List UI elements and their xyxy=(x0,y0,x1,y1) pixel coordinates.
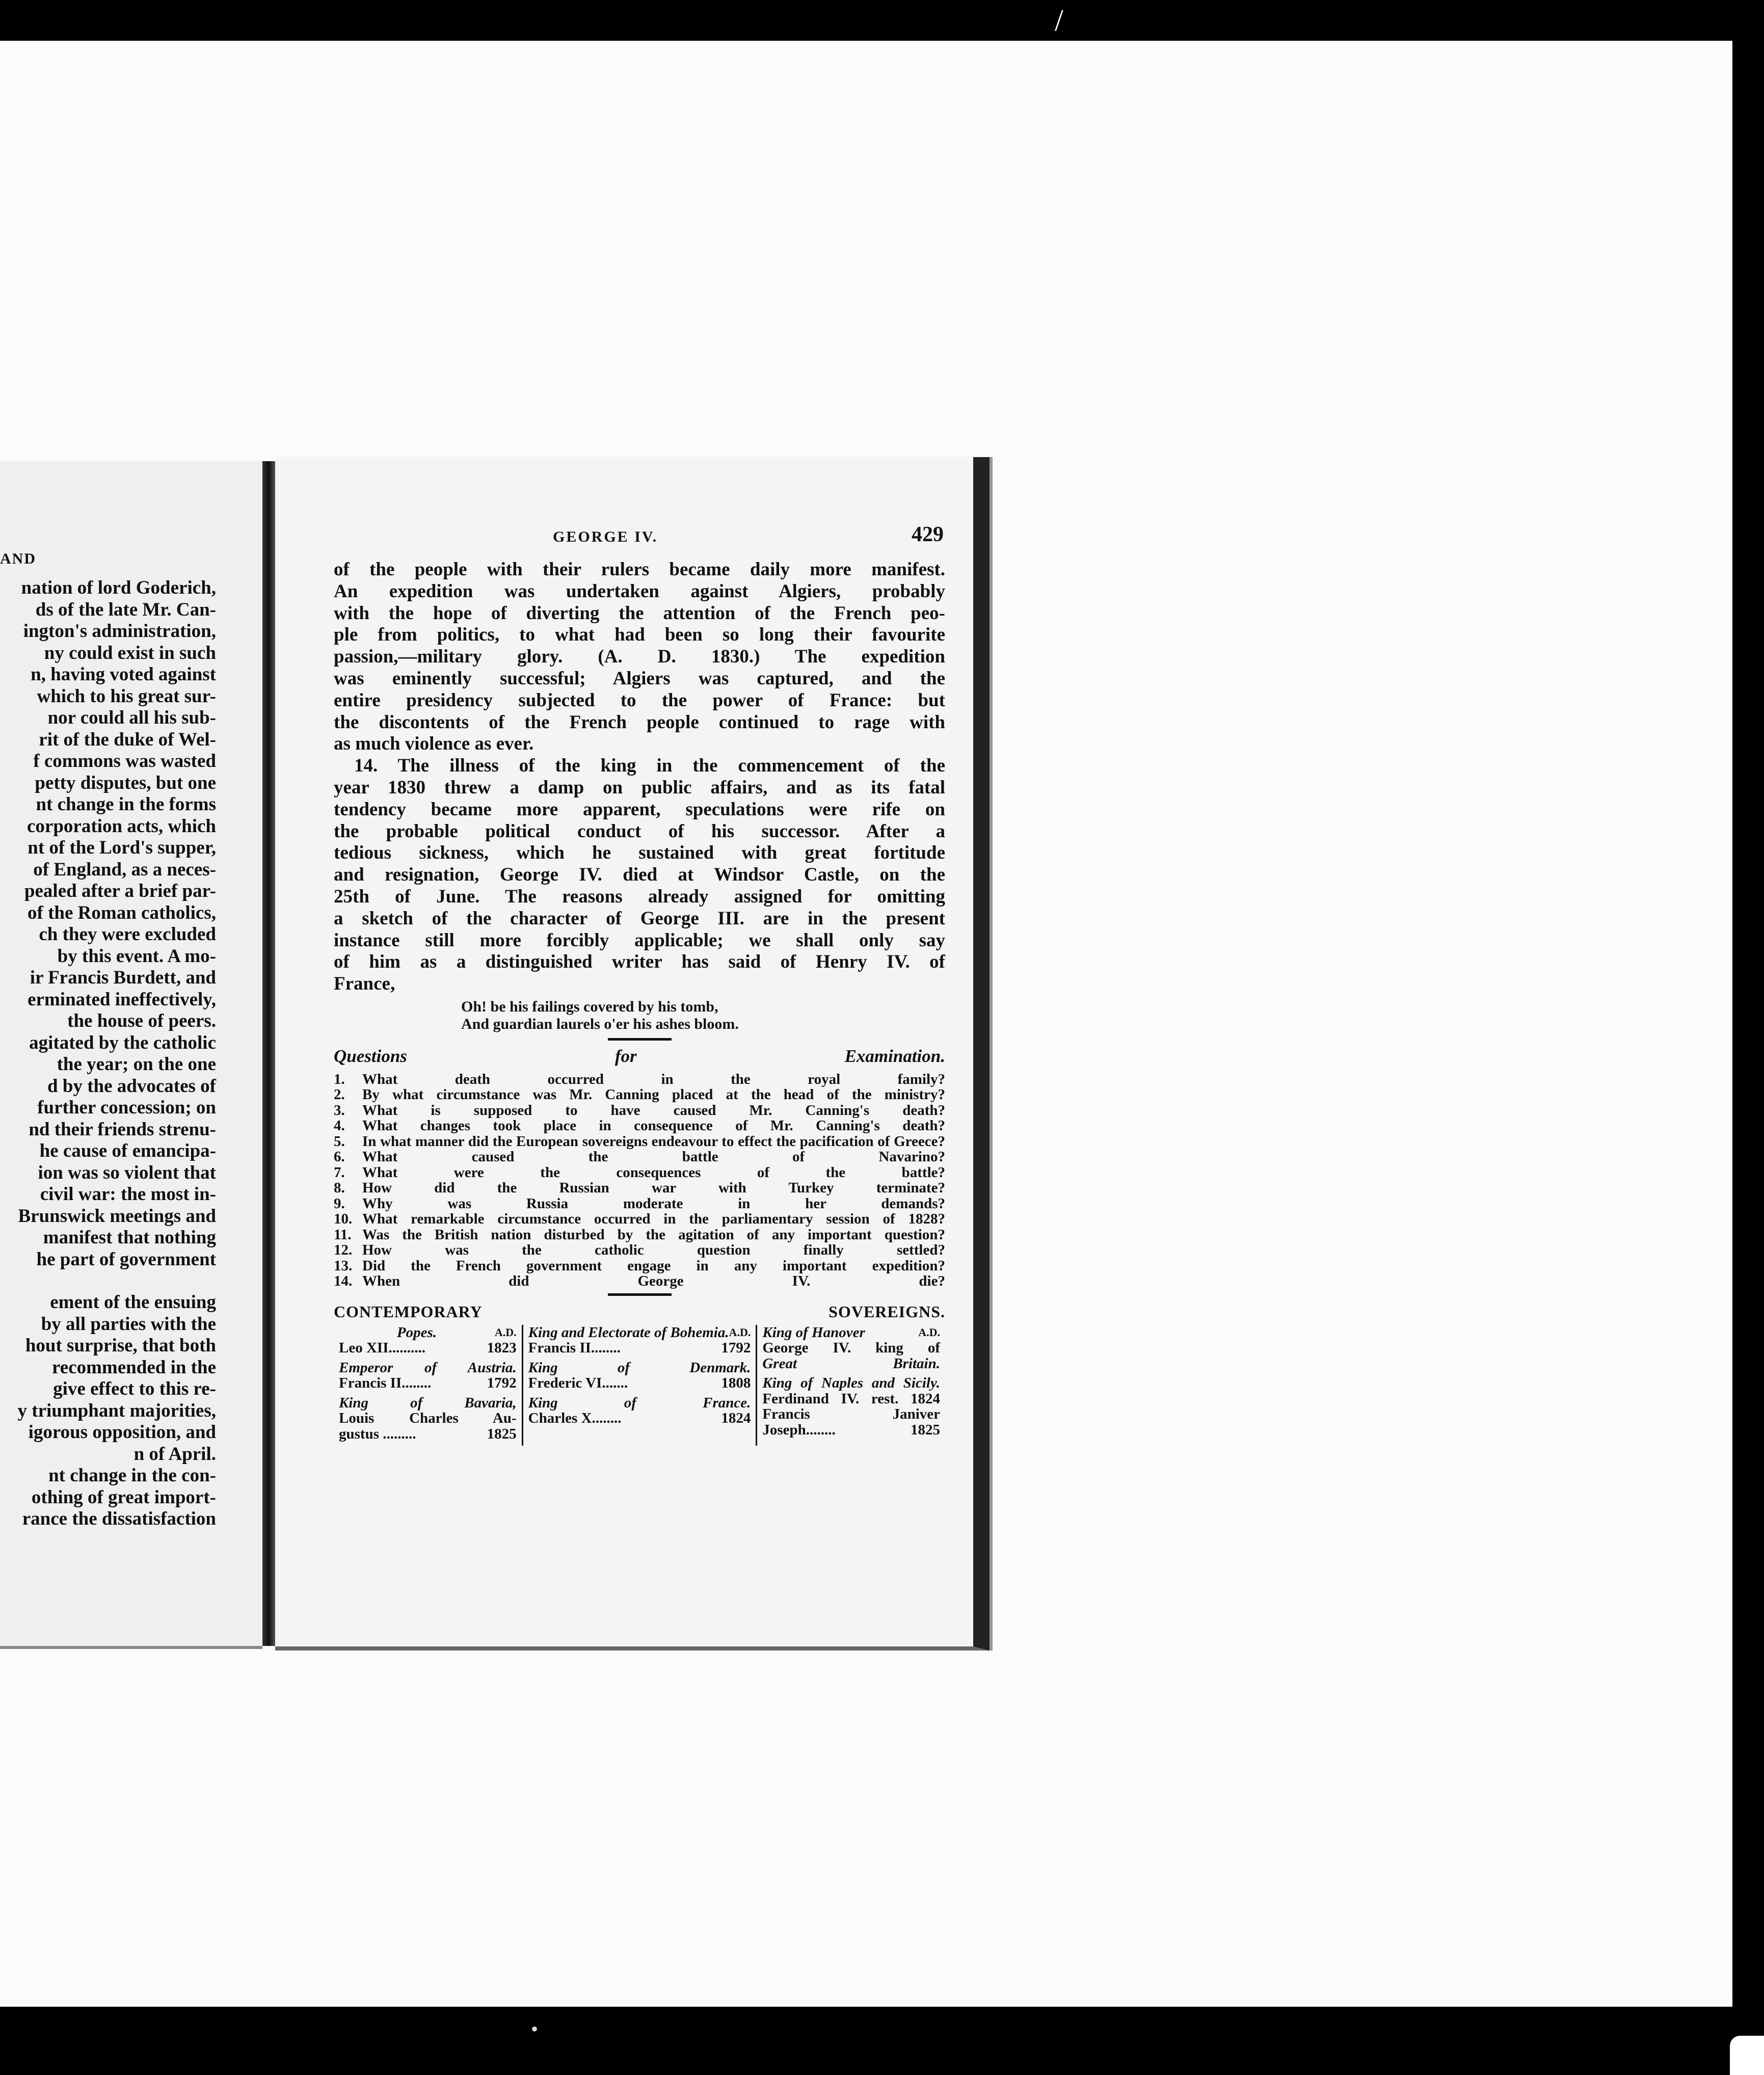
text-line: ir Francis Burdett, and xyxy=(30,967,216,988)
question-number: 9. xyxy=(334,1195,345,1212)
text-line: give effect to this re- xyxy=(53,1378,216,1399)
text-line: f commons was wasted xyxy=(33,751,216,772)
sovereigns-column xyxy=(334,1325,522,1446)
text-line: year 1830 threw a damp on public affairs, and as its fatal xyxy=(334,777,945,798)
sovereign-title: King of France. xyxy=(528,1394,751,1411)
sovereigns-heading: CONTEMPORARY SOVEREIGNS. xyxy=(334,1302,945,1321)
question-number: 5. xyxy=(334,1133,345,1150)
text-line: of the people with their rulers became daily more manifest. xyxy=(334,559,945,580)
sovereign-title: King of Hanover xyxy=(762,1324,865,1341)
sovereign-title: Great Britain. xyxy=(762,1355,940,1372)
sovereign-name: gustus ......... xyxy=(339,1425,416,1442)
text-line: ement of the ensuing xyxy=(50,1292,216,1313)
book-spine xyxy=(262,461,275,1646)
question-item xyxy=(334,1134,945,1150)
text-line: further concession; on xyxy=(37,1097,216,1118)
question-item xyxy=(334,1273,945,1289)
question-number: 3. xyxy=(334,1102,345,1119)
verse-line: Oh! be his failings covered by his tomb, xyxy=(461,998,718,1015)
right-page xyxy=(275,457,990,1651)
text-line: ds of the late Mr. Can- xyxy=(35,599,216,620)
text-line: passion,—military glory. (A. D. 1830.) The expedition xyxy=(334,646,945,668)
sovereign-year: 1808 xyxy=(721,1375,751,1392)
text-line xyxy=(0,1270,216,1292)
sovereign-title: King of Denmark. xyxy=(528,1359,751,1376)
sovereign-name: Francis Janiver xyxy=(762,1406,940,1423)
question-number: 10. xyxy=(334,1211,353,1228)
text-line: rance the dissatisfaction xyxy=(22,1508,216,1529)
text-line: nation of lord Goderich, xyxy=(21,577,216,598)
left-running-head: AND xyxy=(0,550,36,567)
ad-label: A.D. xyxy=(494,1325,517,1339)
question-item xyxy=(334,1165,945,1181)
ad-label: A.D. xyxy=(729,1325,751,1339)
text-line: rit of the duke of Wel- xyxy=(39,729,216,750)
left-page-text xyxy=(0,577,216,1530)
sovereign-year: 1824 xyxy=(721,1410,751,1427)
sovereign-year: 1825 xyxy=(487,1425,517,1442)
text-line: nor could all his sub- xyxy=(47,707,216,728)
question-text: In what manner did the European sovereigns endeavour to effect the pacification of Greece? xyxy=(362,1133,945,1150)
text-line: the discontents of the French people continued to rage with xyxy=(334,711,945,733)
page-number: 429 xyxy=(912,523,944,546)
text-line: erminated ineffectively, xyxy=(28,989,216,1010)
text-line: 14. The illness of the king in the commencement of the xyxy=(354,755,945,777)
text-line: othing of great import- xyxy=(31,1486,216,1508)
text-line: Brunswick meetings and xyxy=(18,1205,216,1227)
text-line: the house of peers. xyxy=(67,1010,216,1031)
question-item xyxy=(334,1072,945,1087)
left-page xyxy=(0,461,262,1649)
text-line: pealed after a brief par- xyxy=(24,881,216,901)
section-divider xyxy=(608,1293,672,1296)
sovereign-name: Ferdinand IV. rest. 1824 xyxy=(762,1390,940,1407)
verse-line: And guardian laurels o'er his ashes bloom. xyxy=(461,1015,739,1032)
text-line: entire presidency subjected to the power of France: but xyxy=(334,689,945,711)
question-text: What changes took place in consequence of Mr. Canning's death? xyxy=(362,1118,945,1134)
sovereign-name: Frederic VI....... xyxy=(528,1375,628,1392)
text-line: nt change in the con- xyxy=(48,1465,216,1486)
body-text xyxy=(334,559,945,1446)
film-frame-right xyxy=(1732,0,1764,2075)
text-line: of him as a distinguished writer has said of Henry IV. of xyxy=(334,951,945,973)
verse-quote xyxy=(461,998,945,1033)
sovereign-name: Joseph........ xyxy=(762,1421,836,1438)
question-text: By what circumstance was Mr. Canning placed at the head of the ministry? xyxy=(362,1086,945,1103)
question-text: What is supposed to have caused Mr. Canning's death? xyxy=(362,1102,945,1119)
question-number: 4. xyxy=(334,1118,345,1134)
question-number: 1. xyxy=(334,1071,345,1087)
sovereign-name: Francis II........ xyxy=(339,1375,432,1392)
text-line: he cause of emancipa- xyxy=(39,1140,216,1161)
film-mark: / xyxy=(1055,4,1063,37)
text-line: 25th of June. The reasons already assigned for omitting xyxy=(334,886,945,907)
text-line: manifest that nothing xyxy=(43,1227,216,1248)
text-line: igorous opposition, and xyxy=(28,1422,216,1443)
text-line: petty disputes, but one xyxy=(35,772,216,793)
ad-label: A.D. xyxy=(918,1325,940,1339)
question-item xyxy=(334,1242,945,1258)
film-frame-bottom xyxy=(0,2007,1764,2075)
question-text: What death occurred in the royal family? xyxy=(362,1071,945,1087)
text-line: a sketch of the character of George III. are in the present xyxy=(334,908,945,929)
sovereign-title: King and Electorate of Bohemia. xyxy=(528,1324,729,1341)
sovereigns-column xyxy=(522,1325,756,1446)
page-header xyxy=(336,522,944,548)
sovereign-title: King of Naples and Sicily. xyxy=(762,1375,940,1392)
question-text: What were the consequences of the battle? xyxy=(362,1164,945,1181)
question-text: When did George IV. die? xyxy=(362,1273,945,1290)
text-line: ple from politics, to what had been so long their favourite xyxy=(334,624,945,646)
text-line: by all parties with the xyxy=(41,1313,216,1335)
question-number: 8. xyxy=(334,1180,345,1196)
body-paragraphs xyxy=(334,559,945,995)
text-line: he part of government xyxy=(36,1248,216,1270)
text-line: recommended in the xyxy=(52,1356,216,1378)
text-line: ny could exist in such xyxy=(44,642,216,663)
text-line: of England, as a neces- xyxy=(33,859,216,880)
film-frame-top xyxy=(0,0,1764,41)
text-line: corporation acts, which xyxy=(27,815,216,837)
question-number: 13. xyxy=(334,1257,353,1274)
text-line: ch they were excluded xyxy=(39,924,216,945)
text-line: civil war: the most in- xyxy=(40,1184,216,1205)
question-item xyxy=(334,1118,945,1134)
sovereign-year: 1792 xyxy=(487,1375,517,1392)
text-line: ington's administration, xyxy=(23,621,216,642)
question-item xyxy=(334,1149,945,1165)
question-number: 14. xyxy=(334,1273,353,1290)
question-item xyxy=(334,1258,945,1274)
question-number: 6. xyxy=(334,1149,345,1165)
question-number: 2. xyxy=(334,1086,345,1103)
text-line: n of April. xyxy=(133,1443,216,1465)
sovereign-name: Francis II........ xyxy=(528,1340,621,1356)
section-divider xyxy=(608,1038,672,1041)
sovereign-year: 1792 xyxy=(721,1340,751,1356)
question-text: Did the French government engage in any important expedition? xyxy=(362,1257,945,1274)
text-line: nd their friends strenu- xyxy=(29,1119,216,1140)
text-line: and resignation, George IV. died at Windsor Castle, on the xyxy=(334,864,945,886)
question-item xyxy=(334,1180,945,1196)
question-text: What remarkable circumstance occurred in the parliamentary session of 1828? xyxy=(362,1211,945,1228)
question-text: How was the catholic question finally settled? xyxy=(362,1242,945,1259)
film-mark: • xyxy=(531,2017,539,2040)
text-line: ion was so violent that xyxy=(38,1162,216,1183)
text-line: hout surprise, that both xyxy=(25,1335,216,1356)
text-line: n, having voted against xyxy=(31,664,216,685)
text-line: as much violence as ever. xyxy=(334,733,534,755)
sovereigns-column xyxy=(756,1325,945,1446)
text-line: instance still more forcibly applicable; we shall only say xyxy=(334,929,945,951)
text-line: nt of the Lord's supper, xyxy=(28,837,216,858)
text-line: with the hope of diverting the attention of the French peo- xyxy=(334,602,945,624)
question-item xyxy=(334,1211,945,1227)
text-line: tendency became more apparent, speculations were rife on xyxy=(334,799,945,820)
questions-heading: Questions for Examination. xyxy=(334,1046,945,1066)
question-item xyxy=(334,1103,945,1119)
question-number: 11. xyxy=(334,1226,352,1243)
text-line: France, xyxy=(334,973,395,995)
question-text: Why was Russia moderate in her demands? xyxy=(362,1195,945,1212)
question-item xyxy=(334,1087,945,1103)
text-line: d by the advocates of xyxy=(47,1075,216,1097)
sovereign-name: Charles X........ xyxy=(528,1410,622,1427)
sovereign-name: Leo XII.......... xyxy=(339,1340,425,1356)
text-line: An expedition was undertaken against Algiers, probably xyxy=(334,580,945,602)
sovereign-title: Emperor of Austria. xyxy=(339,1359,517,1376)
question-text: Was the British nation disturbed by the agitation of any important question? xyxy=(362,1226,945,1243)
question-text: What caused the battle of Navarino? xyxy=(362,1149,945,1165)
sovereign-year: 1823 xyxy=(487,1340,517,1356)
text-line: which to his great sur- xyxy=(37,685,216,707)
sovereign-name: Louis Charles Au- xyxy=(339,1410,517,1427)
text-line: y triumphant majorities, xyxy=(17,1400,216,1421)
text-line: was eminently successful; Algiers was captured, and the xyxy=(334,668,945,689)
text-line: by this event. A mo- xyxy=(57,945,216,967)
sovereigns-table xyxy=(334,1325,945,1446)
sovereign-title: Popes. xyxy=(396,1324,437,1341)
text-line: the probable political conduct of his successor. After a xyxy=(334,820,945,842)
running-head: GEORGE IV. xyxy=(553,528,658,545)
question-item xyxy=(334,1196,945,1212)
sovereign-year: 1825 xyxy=(911,1421,940,1438)
questions-list xyxy=(334,1072,945,1289)
sovereign-title: King of Bavaria, xyxy=(339,1394,517,1411)
question-number: 7. xyxy=(334,1164,345,1181)
text-line: tedious sickness, which he sustained with great fortitude xyxy=(334,842,945,864)
text-line: the year; on the one xyxy=(57,1054,216,1075)
text-line: agitated by the catholic xyxy=(29,1032,216,1053)
film-corner xyxy=(1730,2036,1764,2075)
question-number: 12. xyxy=(334,1242,353,1259)
question-item xyxy=(334,1227,945,1243)
question-text: How did the Russian war with Turkey terminate? xyxy=(362,1180,945,1196)
sovereign-name: George IV. king of xyxy=(762,1340,940,1356)
text-line: nt change in the forms xyxy=(36,794,216,815)
text-line: of the Roman catholics, xyxy=(28,902,216,923)
